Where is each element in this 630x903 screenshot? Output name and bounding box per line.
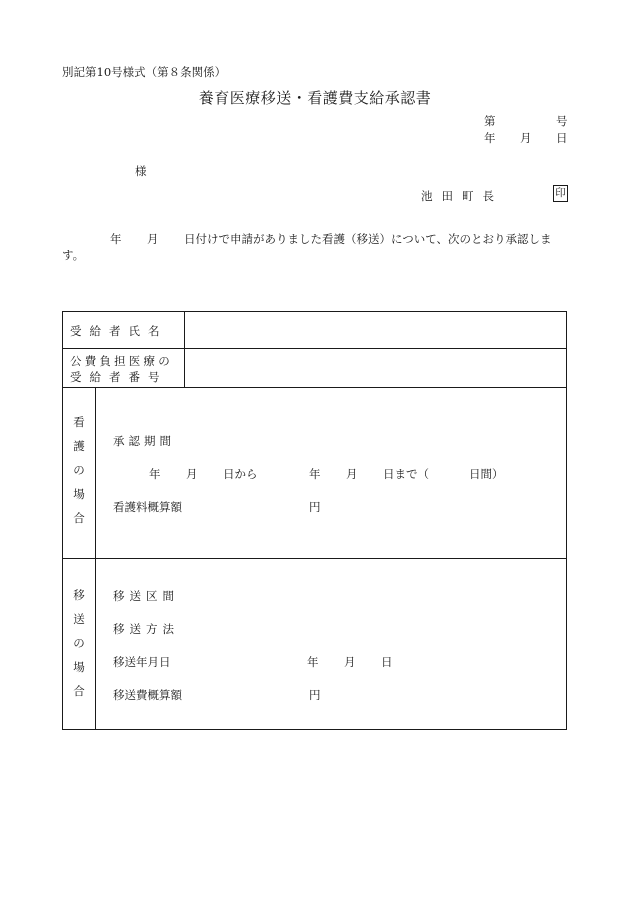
nursing-fee-unit: 円	[309, 500, 321, 514]
transport-route-label: 移送区間	[113, 589, 179, 603]
doc-date-day: 日	[556, 131, 568, 145]
form-number: 別記第10号様式（第８条関係）	[62, 65, 227, 79]
addressee-suffix: 様	[135, 164, 147, 178]
transport-fee-label: 移送費概算額	[113, 688, 182, 702]
approval-period-label: 承認期間	[113, 434, 175, 448]
period-from-year: 年	[149, 467, 161, 481]
period-to-day: 日まで（	[383, 467, 429, 481]
doc-date-month: 月	[520, 131, 532, 145]
recipient-number-field[interactable]	[184, 349, 567, 387]
transport-method-label: 移送方法	[113, 622, 179, 636]
nursing-section-label: 看 護 の 場 合	[73, 415, 85, 525]
transport-section-label: 移 送 の 場 合	[73, 588, 85, 698]
body-month: 月	[147, 232, 159, 246]
body-year: 年	[110, 232, 122, 246]
document-number	[484, 113, 568, 127]
doc-number-suffix: 号	[556, 114, 568, 128]
period-from-day: 日から	[223, 467, 258, 481]
approval-table	[62, 311, 567, 730]
transport-date-label: 移送年月日	[113, 655, 171, 669]
doc-date-year: 年	[484, 131, 496, 145]
transport-fee-unit: 円	[309, 688, 321, 702]
seal-mark: 印	[553, 185, 568, 202]
recipient-number-label-1: 公費負担医療の	[70, 354, 173, 368]
document-date	[484, 130, 568, 144]
recipient-number-label-2: 受給者番号	[70, 370, 168, 384]
transport-date-day: 日	[381, 655, 393, 669]
period-to-month: 月	[346, 467, 358, 481]
period-days: 日間）	[469, 467, 504, 481]
transport-date-month: 月	[344, 655, 356, 669]
row-divider	[63, 387, 566, 388]
document-title: 養育医療移送・看護費支給承認書	[198, 89, 432, 107]
body-text-line1: 日付けで申請がありました看護（移送）について、次のとおり承認しま	[184, 232, 552, 246]
period-from-month: 月	[186, 467, 198, 481]
period-to-year: 年	[309, 467, 321, 481]
column-divider	[95, 387, 96, 730]
recipient-name-label: 受給者氏名	[70, 324, 168, 338]
row-divider	[63, 558, 566, 559]
transport-date-year: 年	[307, 655, 319, 669]
body-text-line2: す。	[62, 248, 85, 262]
doc-number-prefix: 第	[484, 114, 496, 128]
nursing-fee-label: 看護料概算額	[113, 500, 182, 514]
recipient-name-field[interactable]	[184, 312, 567, 348]
issuer-name: 池田町長	[421, 189, 503, 203]
